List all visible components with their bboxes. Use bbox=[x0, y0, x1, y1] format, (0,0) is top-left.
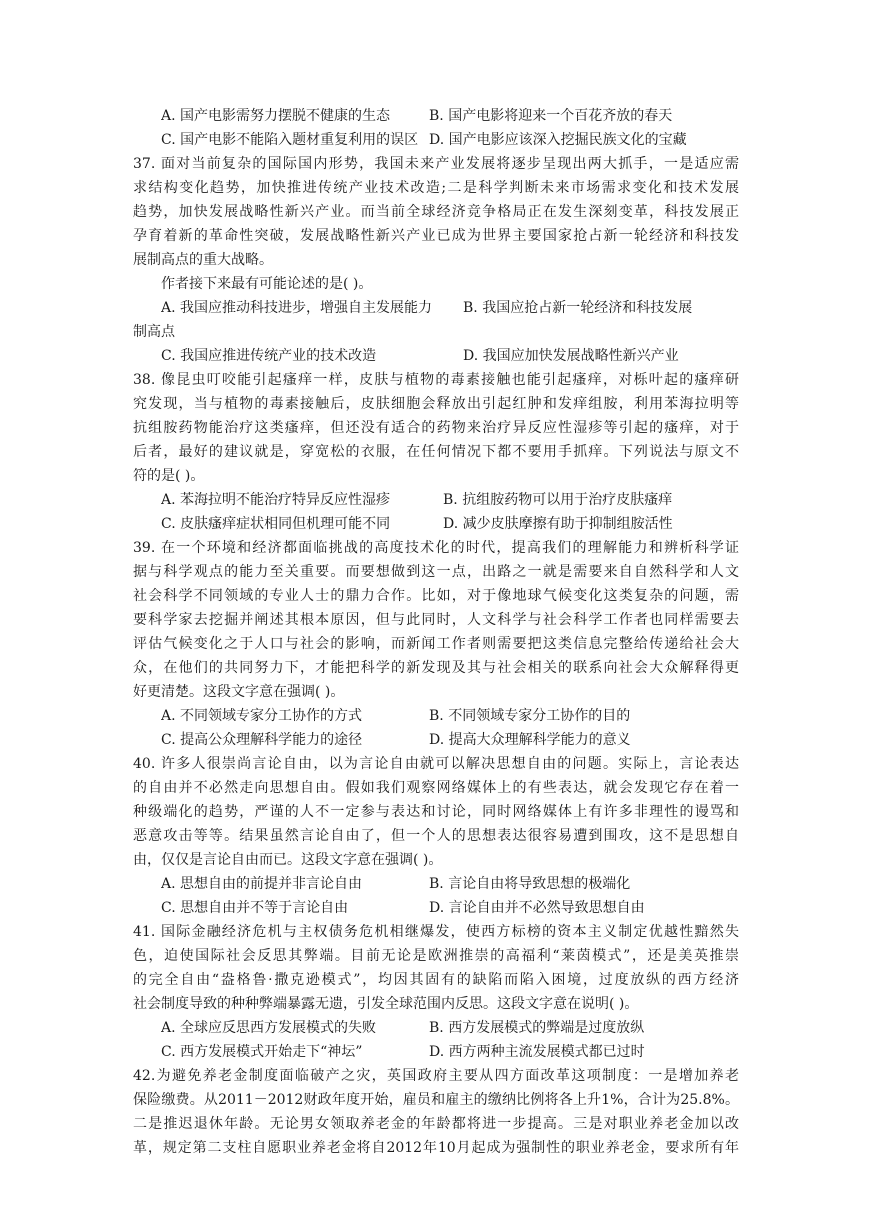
q37-option-b: B. 我国应抢占新一轮经济和科技发展 bbox=[463, 300, 693, 316]
q42-stem-line: 二是推迟退休年龄。无论男女领取养老金的年龄都将进一步提高。三是对职业养老金加以改 bbox=[133, 1116, 739, 1132]
q42-stem-line: 42.为避免养老金制度面临破产之灾，英国政府主要从四方面改革这项制度：一是增加养老 bbox=[133, 1068, 739, 1084]
q42-stem-line: 保险缴费。从2011－2012财政年度开始，雇员和雇主的缴纳比例将各上升1%，合计为25.8%。 bbox=[133, 1092, 739, 1108]
q38-option-row-2 bbox=[133, 512, 739, 536]
q37-option-row-1 bbox=[133, 296, 739, 320]
q40-option-row-2 bbox=[133, 896, 739, 920]
q38-option-d: D. 减少皮肤摩擦有助于抑制组胺活性 bbox=[443, 516, 673, 532]
q36-option-a: A. 国产电影需努力摆脱不健康的生态 bbox=[161, 108, 391, 124]
q37-stem-line: 趋势，加快发展战略性新兴产业。而当前全球经济竞争格局正在发生深刻变革，科技发展正 bbox=[133, 204, 739, 220]
q37-question: 作者接下来最有可能论述的是( )。 bbox=[161, 276, 373, 292]
q38-option-b: B. 抗组胺药物可以用于治疗皮肤瘙痒 bbox=[443, 492, 673, 508]
q36-option-row-2 bbox=[133, 128, 739, 152]
q40-option-row-1 bbox=[133, 872, 739, 896]
q37-stem-line: 37. 面对当前复杂的国际国内形势，我国未来产业发展将逐步呈现出两大抓手，一是适应需 bbox=[133, 156, 739, 172]
q40-stem-line: 的自由并不必然走向思想自由。假如我们观察网络媒体上的有些表达，就会发现它存在着一 bbox=[133, 780, 739, 796]
q37-option-row-2 bbox=[133, 344, 739, 368]
q41-option-c: C. 西方发展模式开始走下“神坛” bbox=[161, 1044, 363, 1060]
q42-stem-line: 革，规定第二支柱自愿职业养老金将自2012年10月起成为强制性的职业养老金，要求所有年 bbox=[133, 1140, 739, 1156]
q40-stem-line: 恶意攻击等等。结果虽然言论自由了，但一个人的思想表达很容易遭到围攻，这不是思想自 bbox=[133, 828, 739, 844]
q39-stem-line: 据与科学观点的能力至关重要。而要想做到这一点，出路之一就是需要来自自然科学和人文 bbox=[133, 564, 739, 580]
q40-stem-line: 由，仅仅是言论自由而已。这段文字意在强调( )。 bbox=[133, 852, 443, 868]
q38-stem-line: 38. 像昆虫叮咬能引起瘙痒一样，皮肤与植物的毒素接触也能引起瘙痒，对栎叶起的瘙痒研 bbox=[133, 372, 739, 388]
q38-option-row-1 bbox=[133, 488, 739, 512]
document-page bbox=[133, 104, 739, 1160]
q40-option-c: C. 思想自由并不等于言论自由 bbox=[161, 900, 349, 916]
q39-option-a: A. 不同领域专家分工协作的方式 bbox=[161, 708, 363, 724]
q38-stem-line: 后者，最好的建议就是，穿宽松的衣服，在任何情况下都不要用手抓痒。下列说法与原文不 bbox=[133, 444, 739, 460]
q39-option-row-1 bbox=[133, 704, 739, 728]
q39-option-d: D. 提高大众理解科学能力的意义 bbox=[429, 732, 631, 748]
q36-option-c: C. 国产电影不能陷入题材重复利用的误区 bbox=[161, 132, 419, 148]
q39-stem-line: 社会科学不同领域的专业人士的鼎力合作。比如，对于像地球气候变化这类复杂的问题，需 bbox=[133, 588, 739, 604]
q40-stem-line: 种级端化的趋势，严谨的人不一定参与表达和讨论，同时网络媒体上有许多非理性的谩骂和 bbox=[133, 804, 739, 820]
q40-option-a: A. 思想自由的前提并非言论自由 bbox=[161, 876, 363, 892]
q41-stem-line: 41. 国际金融经济危机与主权债务危机相继爆发，使西方标榜的资本主义制定优越性黯然失 bbox=[133, 924, 739, 940]
q39-stem-line: 众，在他们的共同努力下，才能把科学的新发现及其与社会相关的联系向社会大众解释得更 bbox=[133, 660, 739, 676]
q37-stem-line: 孕育着新的革命性突破，发展战略性新兴产业已成为世界主要国家抢占新一轮经济和科技发 bbox=[133, 228, 739, 244]
q40-stem-line: 40. 许多人很崇尚言论自由，以为言论自由就可以解决思想自由的问题。实际上，言论表达 bbox=[133, 756, 739, 772]
q36-option-b: B. 国产电影将迎来一个百花齐放的春天 bbox=[429, 108, 673, 124]
q37-option-d: D. 我国应加快发展战略性新兴产业 bbox=[463, 348, 679, 364]
q41-option-a: A. 全球应反思西方发展模式的失败 bbox=[161, 1020, 377, 1036]
q37-stem-line: 求结构变化趋势，加快推进传统产业技术改造;二是科学判断未来市场需求变化和技术发展 bbox=[133, 180, 739, 196]
q41-option-b: B. 西方发展模式的弊端是过度放纵 bbox=[429, 1020, 645, 1036]
q37-option-b-continued: 制高点 bbox=[133, 324, 175, 340]
q40-option-b: B. 言论自由将导致思想的极端化 bbox=[429, 876, 631, 892]
q39-stem-line: 评估气候变化之于人口与社会的影响，而新闻工作者则需要把这类信息完整给传递给社会大 bbox=[133, 636, 739, 652]
q37-stem-line: 展制高点的重大战略。 bbox=[133, 252, 273, 268]
q38-option-c: C. 皮肤瘙痒症状相同但机理可能不同 bbox=[161, 516, 391, 532]
q39-stem-line: 39. 在一个环境和经济都面临挑战的高度技术化的时代，提高我们的理解能力和辨析科学证 bbox=[133, 540, 739, 556]
q38-stem-line: 究发现，当与植物的毒素接触后，皮肤细胞会释放出引起红肿和发痒组胺，利用苯海拉明等 bbox=[133, 396, 739, 412]
q38-option-a: A. 苯海拉明不能治疗特异反应性湿疹 bbox=[161, 492, 391, 508]
q38-stem-line: 抗组胺药物能治疗这类瘙痒，但还没有适合的药物来治疗异反应性湿疹等引起的瘙痒，对于 bbox=[133, 420, 739, 436]
q38-stem-line: 符的是( )。 bbox=[133, 468, 205, 484]
q41-option-d: D. 西方两种主流发展模式都已过时 bbox=[429, 1044, 645, 1060]
q41-stem-line: 色，迫使国际社会反思其弊端。目前无论是欧洲推崇的高福利“莱茵模式”，还是美英推崇 bbox=[133, 948, 739, 964]
q39-stem-line: 要科学家去挖掘并阐述其根本原因，但与此同时，人文科学与社会科学工作者也同样需要去 bbox=[133, 612, 739, 628]
q36-option-d: D. 国产电影应该深入挖掘民族文化的宝藏 bbox=[429, 132, 687, 148]
q41-option-row-2 bbox=[133, 1040, 739, 1064]
q39-stem-line: 好更清楚。这段文字意在强调( )。 bbox=[133, 684, 345, 700]
q37-option-c: C. 我国应推进传统产业的技术改造 bbox=[161, 348, 377, 364]
q40-option-d: D. 言论自由并不必然导致思想自由 bbox=[429, 900, 645, 916]
q41-option-row-1 bbox=[133, 1016, 739, 1040]
q37-option-a: A. 我国应推动科技进步，增强自主发展能力 bbox=[161, 300, 433, 316]
q36-option-row-1 bbox=[133, 104, 739, 128]
q39-option-b: B. 不同领域专家分工协作的目的 bbox=[429, 708, 631, 724]
q39-option-c: C. 提高公众理解科学能力的途径 bbox=[161, 732, 363, 748]
q41-stem-line: 的完全自由“盎格鲁·撒克逊模式”，均因其固有的缺陷而陷入困境，过度放纵的西方经济 bbox=[133, 972, 739, 988]
q39-option-row-2 bbox=[133, 728, 739, 752]
q41-stem-line: 社会制度导致的种种弊端暴露无遗，引发全球范围内反思。这段文字意在说明( )。 bbox=[133, 996, 639, 1012]
